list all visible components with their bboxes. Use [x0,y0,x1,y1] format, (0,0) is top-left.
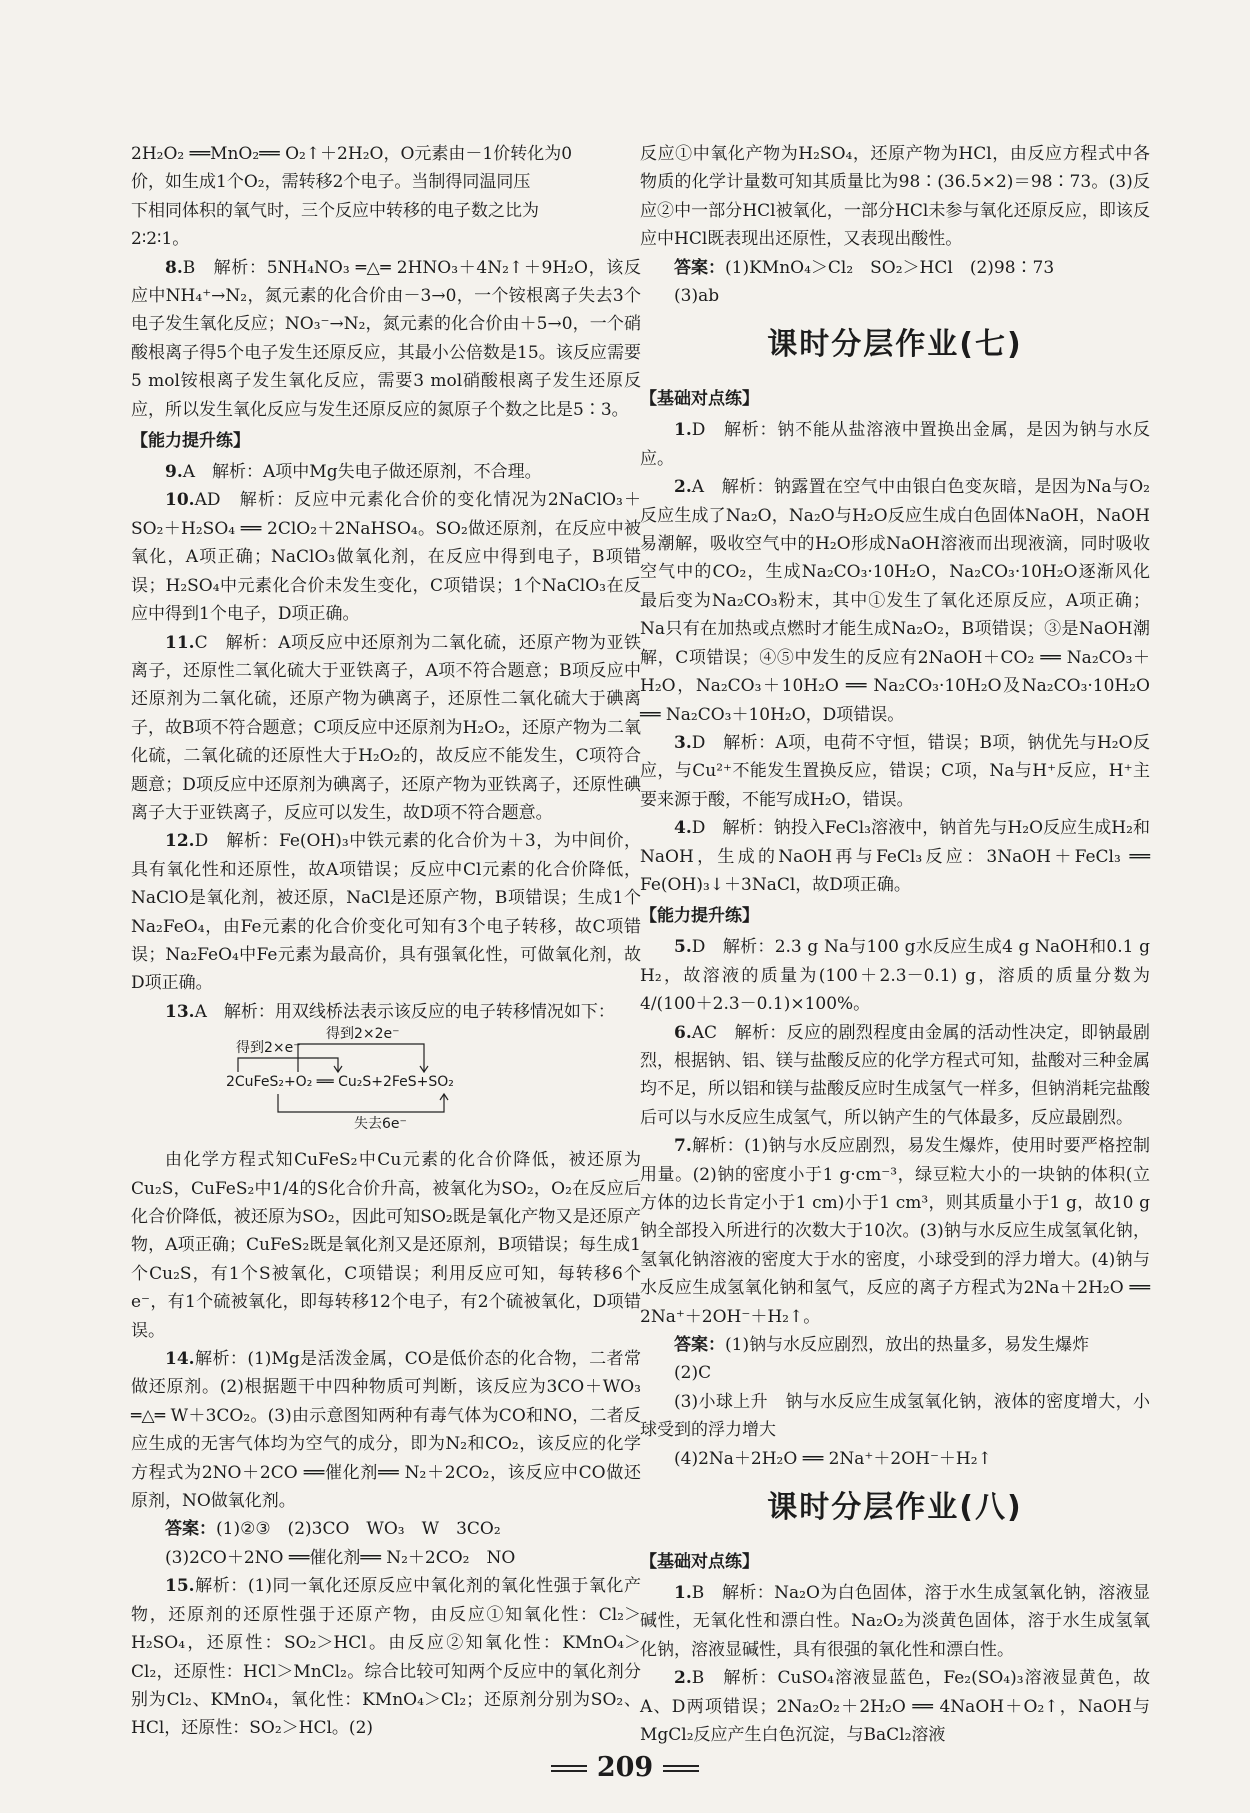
section-ability: 【能力提升练】 [640,906,759,927]
reaction-equation: 2CuFeS₂+O₂ ══ Cu₂S+2FeS+SO₂ [226,1074,454,1091]
answer-item: 3.D 解析：A项，电荷不守恒，错误；B项，钠优先与H₂O反应，与Cu²⁺不能发生置换反应，错误；C项，Na与H⁺反应，H⁺主要来源于酸，不能写成H₂O，错误。 [640,732,1150,810]
page-number: 209 [0,1752,1250,1783]
gain-label-2: 得到2×2e⁻ [326,1026,400,1043]
answer-item: 5.D 解析：2.3 g Na与100 g水反应生成4 g NaOH和0.1 g H₂，故溶液的质量为(100＋2.3－0.1) g，溶质的质量分数为4/(100＋2.3－0.1)×100%。 [640,937,1150,1015]
answer-item-15-answer: 答案：(1)KMnO₄＞Cl₂ SO₂＞HCl (2)98∶73 [674,257,1055,278]
section-basic: 【基础对点练】 [640,1552,759,1573]
left-column [131,140,641,1743]
answer-item-13: 13.A 解析：用双线桥法表示该反应的电子转移情况如下： [165,1001,615,1022]
answer-item: 2.B 解析：CuSO₄溶液显蓝色，Fe₂(SO₄)₃溶液显黄色，故A、D两项错误；2Na₂O₂＋2H₂O ══ 4NaOH＋O₂↑，NaOH与MgCl₂反应产生白色沉淀，与BaCl₂溶液 [640,1668,1150,1746]
answer-item-11: 11.C 解析：A项反应中还原剂为二氧化硫，还原产物为亚铁离子，还原性二氧化硫大于亚铁离子，A项不符合题意；B项反应中还原剂为二氧化硫，还原产物为碘离子，还原性二氧化硫大于碘离子，故B项不符合题意；C项反应中还原剂为H₂O₂，还原产物为二氧化硫，二氧化硫的还原性大于H₂O₂的，故反应不能发生，C项符合题意；D项反应中还原剂为碘离子，还原产物为亚铁离子，还原性碘离子大于亚铁离子，反应可以发生，故D项不符合题意。 [131,632,641,823]
answer-item-14-answer-cont: (3)2CO＋2NO ══催化剂══ N₂＋2CO₂ NO [165,1547,516,1568]
answer-item-15: 15.解析：(1)同一氧化还原反应中氧化剂的氧化性强于氧化产物，还原剂的还原性强于还原产物，由反应①知氧化性：Cl₂＞H₂SO₄，还原性：SO₂＞HCl。由反应②知氧化性：KMnO₄＞Cl₂，还原性：HCl＞MnCl₂。综合比较可知两个反应中的氧化剂分别为Cl₂、KMnO₄，氧化性：KMnO₄＞Cl₂；还原剂分别为SO₂、HCl，还原性：SO₂＞HCl。(2) [131,1576,641,1739]
answer-item-12: 12.D 解析：Fe(OH)₃中铁元素的化合价为＋3，为中间价，具有氧化性和还原性，故A项错误；反应中Cl元素的化合价降低，NaClO是氧化剂，被还原，NaCl是还原产物，B项错误；生成1个Na₂FeO₄，由Fe元素的化合价变化可知有3个电子转移，故C项错误；Na₂FeO₄中Fe元素为最高价，具有强氧化性，可做氧化剂，故D项正确。 [131,831,641,994]
lesson-title-7: 课时分层作业(七) [767,327,1023,363]
answer-item: 1.B 解析：Na₂O为白色固体，溶于水生成氢氧化钠，溶液显碱性，无氧化性和漂白性。Na₂O₂为淡黄色固体，溶于水生成氢氧化钠，溶液显碱性，具有很强的氧化性和漂白性。 [640,1583,1150,1660]
answer-item-14-answer: 答案：(1)②③ (2)3CO WO₃ W 3CO₂ [165,1519,501,1540]
answer-line: (4)2Na＋2H₂O ══ 2Na⁺＋2OH⁻＋H₂↑ [674,1448,992,1469]
answer-item: 7.解析：(1)钠与水反应剧烈，易发生爆炸，使用时要严格控制用量。(2)钠的密度小于1 g·cm⁻³，绿豆粒大小的一块钠的体积(立方体的边长肯定小于1 cm)小于1 cm³，则其质量小于1 g，故10 g钠全部投入所进行的次数大于10次。(3)钠与水反应生成氢氧化钠，氢氧化钠溶液的密度大于水的密度，小球受到的浮力增大。(4)钠与水反应生成氢氧化钠和氢气，反应的离子方程式为2Na＋2H₂O ══ 2Na⁺＋2OH⁻＋H₂↑。 [640,1136,1150,1327]
lose-bridge [278,1094,444,1112]
intro-line: 2H₂O₂ ══MnO₂══ O₂↑＋2H₂O，O元素由－1价转化为0 [131,144,573,164]
gain-bridge-1 [238,1058,338,1072]
answer-line: (3)小球上升 钠与水反应生成氢氧化钠，液体的密度增大，小球受到的浮力增大 [640,1391,1150,1441]
answer-item-8: 8.B 解析：5NH₄NO₃ ═△═ 2HNO₃＋4N₂↑＋9H₂O，该反应中NH₄⁺→N₂，氮元素的化合价由－3→0，一个铵根离子失去3个电子发生氧化反应；NO₃⁻→N₂，氮元素的化合价由＋5→0，一个硝酸根离子得5个电子发生还原反应，其最小公倍数是15。该反应需要5 mol铵根离子发生氧化反应，需要3 mol硝酸根离子发生还原反应，所以发生氧化反应与发生还原反应的氮原子个数之比是5∶3。 [131,257,641,420]
section-basic: 【基础对点练】 [640,389,759,410]
lesson-title-8: 课时分层作业(八) [767,1490,1023,1526]
gain-label-1: 得到2×e⁻ [236,1040,301,1057]
answer-line: 答案：(1)钠与水反应剧烈，放出的热量多，易发生爆炸 [674,1335,1090,1356]
answer-item-15-answer-cont: (3)ab [674,286,720,307]
answer-item-13-analysis: 由化学方程式知CuFeS₂中Cu元素的化合价降低，被还原为Cu₂S，CuFeS₂中1/4的S化合价升高，被氧化为SO₂，O₂在反应后化合价降低，被还原为SO₂，因此可知SO₂既是氧化产物又是还原产物，A项正确；CuFeS₂既是氧化剂又是还原剂，B项错误；每生成1个Cu₂S，有1个S被氧化，C项错误；利用反应可知，每转移6个e⁻，有1个硫被氧化，即每转移12个电子，有2个硫被氧化，D项错误。 [131,1150,641,1341]
answer-item-10: 10.AD 解析：反应中元素化合价的变化情况为2NaClO₃＋SO₂＋H₂SO₄ ══ 2ClO₂＋2NaHSO₄。SO₂做还原剂，在反应中被氧化，A项正确；NaClO₃做氧化剂，在反应中得到电子，B项错误；H₂SO₄中元素化合价未发生变化，C项错误；1个NaClO₃在反应中得到1个电子，D项正确。 [131,490,641,625]
answer-item: 6.AC 解析：反应的剧烈程度由金属的活动性决定，即钠最剧烈，根据钠、铝、镁与盐酸反应的化学方程式可知，盐酸对三种金属均不足，所以铝和镁与盐酸反应时生成氢气一样多，但钠消耗完盐酸后可以与水反应生成氢气，所以钠产生的气体最多，反应最剧烈。 [640,1022,1150,1128]
section-ability: 【能力提升练】 [131,431,250,452]
answer-item: 2.A 解析：钠露置在空气中由银白色变灰暗，是因为Na与O₂反应生成了Na₂O，Na₂O与H₂O反应生成白色固体NaOH，NaOH易潮解，吸收空气中的H₂O形成NaOH溶液而出现液滴，同时吸收空气中的CO₂，生成Na₂CO₃·10H₂O，Na₂CO₃·10H₂O逐渐风化最后变为Na₂CO₃粉末，其中①发生了氧化还原反应，A项正确；Na只有在加热或点燃时才能生成Na₂O₂，B项错误；③是NaOH潮解，C项错误；④⑤中发生的反应有2NaOH＋CO₂ ══ Na₂CO₃＋H₂O，Na₂CO₃＋10H₂O ══ Na₂CO₃·10H₂O及Na₂CO₃·10H₂O ══ Na₂CO₃＋10H₂O，D项错误。 [640,477,1150,725]
intro-line: 2∶2∶1。 [131,229,190,250]
intro-line: 价，如生成1个O₂，需转移2个电子。当制得同温同压 [131,172,531,193]
right-column [640,140,1150,1750]
electron-transfer-diagram [226,1026,456,1140]
answer-item-9: 9.A 解析：A项中Mg失电子做还原剂，不合理。 [165,462,542,483]
answer-item-14: 14.解析：(1)Mg是活泼金属，CO是低价态的化合物，二者常做还原剂。(2)根据题干中四种物质可判断，该反应为3CO＋WO₃ ═△═ W＋3CO₂。(3)由示意图知两种有毒气体为CO和NO，二者反应生成的无害气体均为空气的成分，即为N₂和CO₂，该反应的化学方程式为2NO＋2CO ══催化剂══ N₂＋2CO₂，该反应中CO做还原剂，NO做氧化剂。 [131,1349,641,1512]
intro-line: 下相同体积的氧气时，三个反应中转移的电子数之比为 [131,200,539,221]
lose-label: 失去6e⁻ [354,1116,407,1133]
answer-item: 1.D 解析：钠不能从盐溶液中置换出金属，是因为钠与水反应。 [640,420,1150,469]
answer-line: (2)C [674,1363,712,1384]
answer-item: 4.D 解析：钠投入FeCl₃溶液中，钠首先与H₂O反应生成H₂和NaOH，生成的NaOH再与FeCl₃反应：3NaOH＋FeCl₃ ══ Fe(OH)₃↓＋3NaCl，故D项正确。 [640,818,1150,895]
answer-item-15-cont: 反应①中氧化产物为H₂SO₄，还原产物为HCl，由反应方程式中各物质的化学计量数可知其质量比为98∶(36.5×2)＝98∶73。(3)反应②中一部分HCl被氧化，一部分HCl未参与氧化还原反应，即该反应中HCl既表现出还原性，又表现出酸性。 [640,144,1150,250]
